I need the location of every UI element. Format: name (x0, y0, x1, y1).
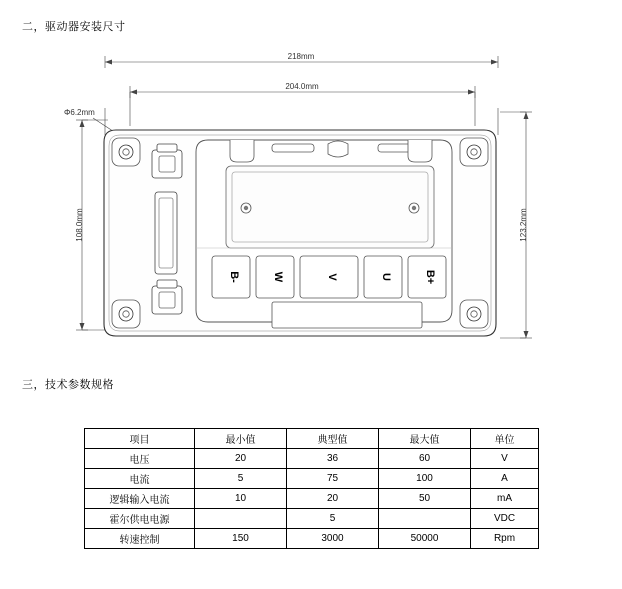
cell-min: 5 (195, 469, 287, 489)
cell-max: 50 (379, 489, 471, 509)
cell-min: 150 (195, 529, 287, 549)
table-row (85, 469, 539, 489)
terminal-label-v: V (326, 273, 338, 281)
cell-item: 霍尔供电电源 (85, 509, 195, 529)
cell-unit: VDC (471, 509, 539, 529)
column-header-unit: 单位 (471, 429, 539, 449)
dimension-inner-width: 204.0mm (285, 82, 319, 91)
table-row (85, 449, 539, 469)
cell-max: 100 (379, 469, 471, 489)
cell-unit: V (471, 449, 539, 469)
cell-min (195, 509, 287, 529)
cell-unit: mA (471, 489, 539, 509)
spec-table (84, 428, 539, 549)
cell-item: 电流 (85, 469, 195, 489)
cell-typ: 75 (287, 469, 379, 489)
cell-typ: 36 (287, 449, 379, 469)
section-heading-drive-dimensions: 二，驱动器安装尺寸 (22, 21, 126, 33)
terminal-label-b-minus: B- (228, 271, 240, 283)
cell-typ: 3000 (287, 529, 379, 549)
terminal-label-b-plus: B+ (424, 269, 436, 285)
column-header-max: 最大值 (379, 429, 471, 449)
terminal-label-u: U (380, 273, 392, 281)
cell-min: 10 (195, 489, 287, 509)
cell-unit: A (471, 469, 539, 489)
cell-min: 20 (195, 449, 287, 469)
dimension-overall-width: 218mm (287, 52, 315, 61)
column-header-min: 最小值 (195, 429, 287, 449)
cell-typ: 20 (287, 489, 379, 509)
table-row (85, 489, 539, 509)
cell-item: 转速控制 (85, 529, 195, 549)
cell-max: 60 (379, 449, 471, 469)
dimension-inner-height: 123.2mm (519, 208, 528, 242)
cell-item: 逻辑输入电流 (85, 489, 195, 509)
cell-item: 电压 (85, 449, 195, 469)
dimension-hole-diameter: Φ6.2mm (64, 108, 95, 117)
cell-max: 50000 (379, 529, 471, 549)
section-heading-tech-specs: 三，技术参数规格 (22, 379, 114, 391)
cell-typ: 5 (287, 509, 379, 529)
table-row (85, 509, 539, 529)
drive-dimension-drawing (60, 40, 560, 360)
dimension-overall-height: 108.0mm (75, 208, 84, 242)
column-header-typ: 典型值 (287, 429, 379, 449)
cell-max (379, 509, 471, 529)
table-header-row (85, 429, 539, 449)
spec-table-container (84, 428, 538, 549)
terminal-label-w: W (272, 271, 284, 283)
table-row (85, 529, 539, 549)
cell-unit: Rpm (471, 529, 539, 549)
column-header-item: 项目 (85, 429, 195, 449)
